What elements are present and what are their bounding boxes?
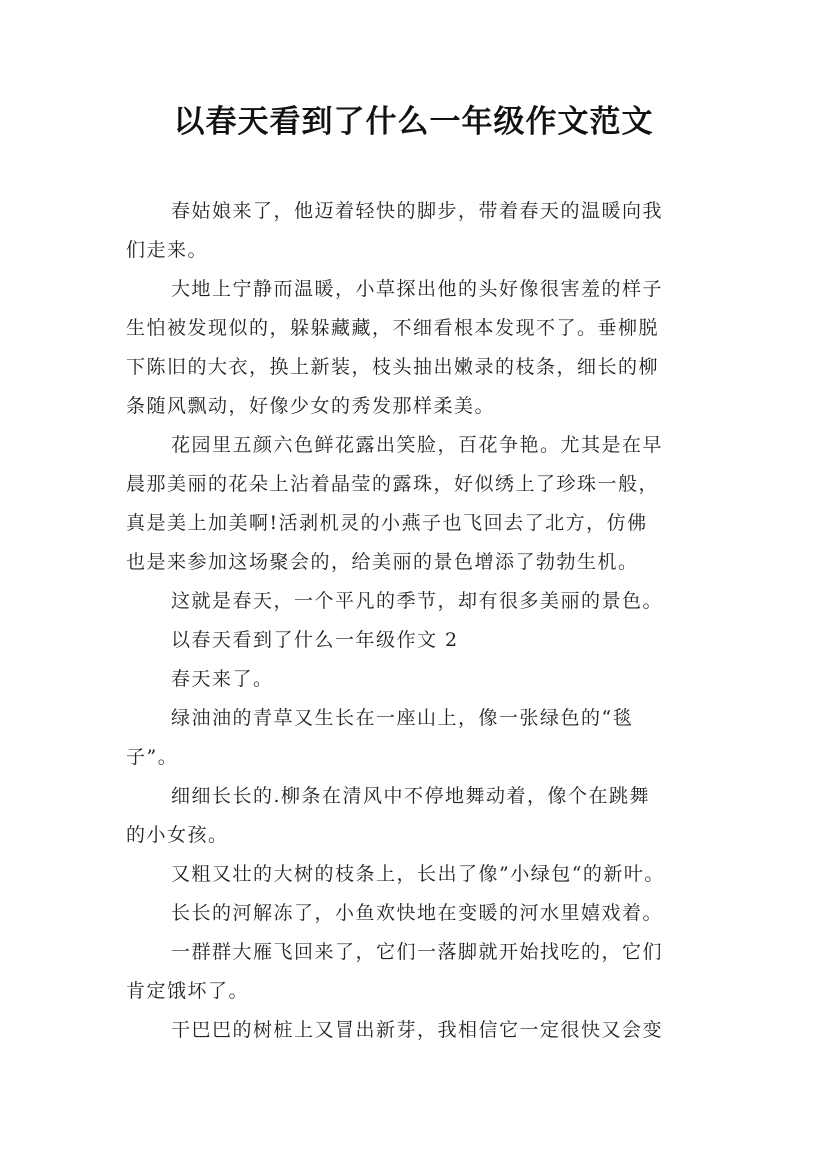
paragraph-line: 生怕被发现似的，躲躲藏藏，不细看根本发现不了。垂柳脱 bbox=[126, 317, 660, 339]
paragraph-line: 也是来参加这场聚会的，给美丽的景色增添了勃勃生机。 bbox=[126, 551, 639, 573]
paragraph-line: 干巴巴的树桩上又冒出新芽，我相信它一定很快又会变 bbox=[171, 1019, 664, 1041]
paragraph-line: 长长的河解冻了，小鱼欢快地在变暖的河水里嬉戏着。 bbox=[171, 902, 664, 924]
paragraph bbox=[126, 270, 716, 426]
paragraph bbox=[126, 1011, 716, 1050]
page-title: 以春天看到了什么一年级作文范文 bbox=[173, 104, 654, 140]
paragraph-line: 大地上宁静而温暖，小草探出他的头好像很害羞的样子 bbox=[171, 278, 664, 300]
paragraph-line: 条随风飘动，好像少女的秀发那样柔美。 bbox=[126, 395, 496, 417]
paragraph bbox=[126, 621, 716, 660]
paragraph-line: 下陈旧的大衣，换上新装，枝头抽出嫩录的枝条，细长的柳 bbox=[126, 356, 660, 378]
paragraph-line: 们走来。 bbox=[126, 239, 209, 261]
paragraph bbox=[126, 855, 716, 894]
paragraph-line: 又粗又壮的大树的枝条上，长出了像”小绿包“的新叶。 bbox=[171, 863, 665, 885]
paragraph-line: 绿油油的青草又生长在一座山上，像一张绿色的“毯 bbox=[171, 707, 634, 729]
paragraph-line: 以春天看到了什么一年级作文 2 bbox=[171, 629, 459, 651]
paragraph-line: 真是美上加美啊!活剥机灵的小燕子也飞回去了北方，仿佛 bbox=[126, 512, 648, 534]
paragraph-line: 春姑娘来了，他迈着轻快的脚步，带着春天的温暖向我 bbox=[171, 200, 664, 222]
paragraph-line: 晨那美丽的花朵上沾着晶莹的露珠，好似绣上了珍珠一般， bbox=[126, 473, 660, 495]
paragraph-line: 细细长长的.柳条在清风中不停地舞动着，像个在跳舞 bbox=[171, 785, 651, 807]
paragraph-line: 这就是春天，一个平凡的季节，却有很多美丽的景色。 bbox=[171, 590, 664, 612]
paragraph bbox=[126, 582, 716, 621]
paragraph bbox=[126, 192, 716, 270]
paragraph-line: 春天来了。 bbox=[171, 668, 274, 690]
paragraph-line: 的小女孩。 bbox=[126, 824, 229, 846]
paragraph bbox=[126, 699, 716, 777]
paragraph-line: 一群群大雁飞回来了，它们一落脚就开始找吃的，它们 bbox=[171, 941, 664, 963]
paragraph bbox=[126, 660, 716, 699]
paragraph-line: 子”。 bbox=[126, 746, 179, 768]
paragraph bbox=[126, 933, 716, 1011]
document-body bbox=[126, 192, 716, 1050]
paragraph-line: 花园里五颜六色鲜花露出笑脸，百花争艳。尤其是在早 bbox=[171, 434, 664, 456]
paragraph bbox=[126, 426, 716, 582]
paragraph bbox=[126, 777, 716, 855]
paragraph-line: 肯定饿坏了。 bbox=[126, 980, 250, 1002]
paragraph bbox=[126, 894, 716, 933]
